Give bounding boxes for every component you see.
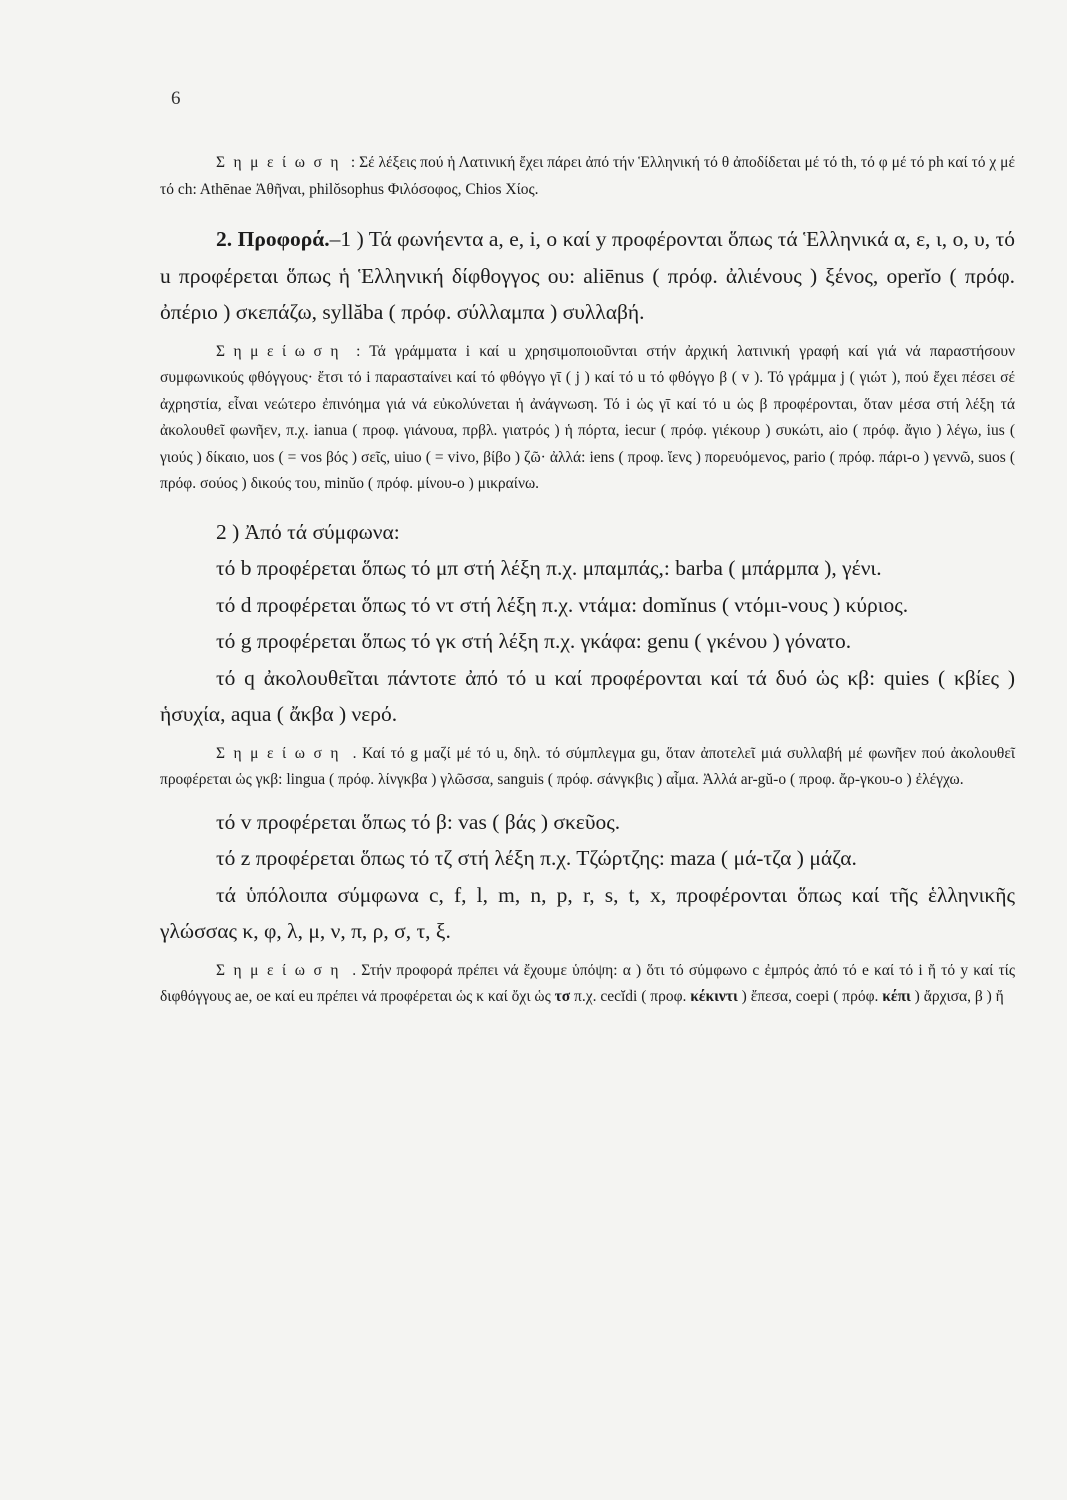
consonant-v: τό v προφέρεται ὅπως τό β: vas ( βάς ) σκεῦος. — [216, 809, 621, 834]
consonant-z: τό z προφέρεται ὅπως τό τζ στή λέξη π.χ. Τζώρτζης: maza ( μά-τζα ) μάζα. — [216, 846, 857, 870]
section-title: Προφορά. — [237, 227, 330, 251]
note-text: . Καί τό g μαζί μέ τό u, δηλ. τό σύμπλεγμα gu, ὅταν ἀποτελεῖ μιά συλλαβή μέ φωνῆεν πού ἀκολουθεῖ προφέρεται ὡς γκβ: lingua ( πρόφ. λίνγκβα ) γλῶσσα, sanguis ( πρόφ. σάνγκβις ) αἷμα. Ἀλλά ar-gŭ-o ( προφ. ἄρ-γκου-ο ) ἐλέγχω. — [160, 744, 1015, 788]
note-1 — [160, 150, 1015, 203]
consonant-q: τό q ἀκολουθεῖται πάντοτε ἀπό τό u καί προφέρονται καί τά δυό ὡς κβ: quies ( κβίες ) ἡσυχία, aqua ( ἄκβα ) νερό. — [160, 665, 1015, 726]
note-bold-kekinti: κέκιντι — [690, 988, 738, 1005]
note-bold-ts: τσ — [554, 988, 571, 1005]
page-number: 6 — [171, 88, 181, 109]
note-label: Σημείωση — [216, 342, 347, 360]
note-text-c: ) ἔπεσα, coepi ( πρόφ. — [737, 988, 883, 1005]
note-2 — [160, 339, 1015, 498]
consonant-b: τό b προφέρεται ὅπως τό μπ στή λέξη π.χ. μπαμπάς,: barba ( μπάρμπα ), γένι. — [216, 556, 882, 580]
note-text-d: ) ἄρχισα, β ) ἤ — [910, 988, 1004, 1005]
note-4 — [160, 958, 1015, 1011]
note-label: Σημείωση — [216, 961, 347, 979]
page-content — [160, 150, 1015, 1011]
note-text-b: π.χ. cecĭdi ( προφ. — [570, 988, 691, 1005]
consonant-g: τό g προφέρεται ὅπως τό γκ στή λέξη π.χ. γκάφα: genu ( γκένου ) γόνατο. — [216, 629, 852, 653]
section-number: 2. — [216, 227, 233, 251]
consonants-rest: τά ὑπόλοιπα σύμφωνα c, f, l, m, n, p, r, s, t, x, προφέρονται ὅπως καί τῆς ἑλληνικῆς γλώσσας κ, φ, λ, μ, ν, π, ρ, σ, τ, ξ. — [160, 882, 1015, 943]
note-label: Σημείωση — [216, 154, 347, 171]
note-text-a: . Στήν προφορά πρέπει νά ἔχουμε ὑπόψη: α ) ὅτι τό σύμφωνο c ἐμπρός ἀπό τό e καί τό i ἤ τό y καί τίς διφθόγγους ae, oe καί eu πρέπει νά προφέρεται ὡς κ καί ὄχι ὡς — [160, 961, 1015, 1005]
consonant-d: τό d προφέρεται ὅπως τό ντ στή λέξη π.χ. ντάμα: domĭnus ( ντόμι-νους ) κύριος. — [216, 592, 909, 617]
note-text: : Τά γράμματα i καί u χρησιμοποιοῦνται στήν ἀρχική λατινική γραφή καί γιά νά παραστήσουν συμφωνικούς φθόγγους· ἔτσι τό i παρασταίνει καί τό φθόγγο γῑ ( j ) καί τό u τό φθόγγο β ( v ). Τό γράμμα j ( γιώτ ), πού ἔχει πέσει σέ ἀχρηστία, εἶναι νεώτερο ἐπινόημα γιά νά εὐκολύνεται ἡ ἀνάγνωση. Τό i ὡς γῑ καί τό u ὡς β προφέρονται, ὅταν μέσα στή λέξη τά ἀκολουθεῖ φωνῆεν, π.χ. ianua ( προφ. γιάνουα, πρβλ. γιατρός ) ἡ πόρτα, iecur ( πρόφ. γιέκουρ ) συκώτι, aio ( πρόφ. ἄγιο ) λέγω, ius ( γιούς ) δίκαιο, uos ( = vos βός ) σεῖς, uiuo ( = vivo, βίβο ) ζῶ· ἀλλά: iens ( προφ. ἴενς ) πορευόμενος, pario ( πρόφ. πάρι-ο ) γεννῶ, suos ( πρόφ. σούος ) δικούς του, minŭo ( πρόφ. μίνου-ο ) μικραίνω. — [160, 342, 1016, 492]
consonants-heading: 2 ) Ἀπό τά σύμφωνα: — [216, 519, 400, 544]
section-2-pronunciation — [160, 221, 1015, 331]
note-text: : Σέ λέξεις πού ἡ Λατινική ἔχει πάρει ἀπό τήν Ἑλληνική τό θ ἀποδίδεται μέ τό th, τό φ μέ τό ph καί τό χ μέ τό ch: Athēnae Ἀθῆναι, philŏsophus Φιλόσοφος, Chios Χίος. — [160, 154, 1015, 198]
note-3 — [160, 741, 1015, 794]
note-label: Σημείωση — [216, 744, 347, 762]
section-text: –1 ) Τά φωνήεντα a, e, i, o καί y προφέρονται ὅπως τά Ἑλληνικά α, ε, ι, ο, υ, τό u προφέρεται ὅπως ἡ Ἑλληνική δίφθογγος ου: aliēnus ( πρόφ. ἀλιένους ) ξένος, operĭo ( πρόφ. ὀπέριο ) σκεπάζω, syllăba ( πρόφ. σύλλαμπα ) συλλαβή. — [160, 227, 1016, 324]
note-bold-kepi: κέπι — [882, 988, 911, 1005]
